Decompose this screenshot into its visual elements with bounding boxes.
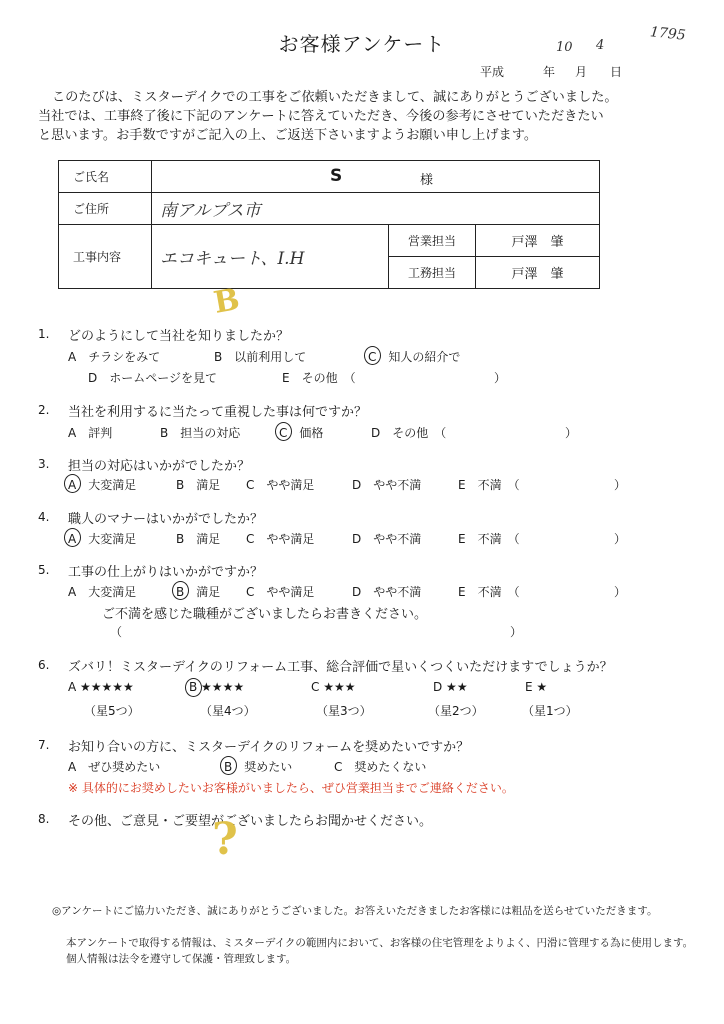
q1-option-a[interactable]: A チラシをみて bbox=[68, 350, 161, 364]
q6-star-label-1: （星1つ） bbox=[522, 704, 578, 718]
highlighter-mark: B bbox=[211, 282, 243, 321]
q4-number: 4. bbox=[38, 510, 50, 524]
date-day-label: 日 bbox=[610, 65, 623, 79]
q7-option-a[interactable]: A ぜひ奨めたい bbox=[68, 760, 161, 774]
q4-option-c[interactable]: C やや満足 bbox=[246, 532, 315, 546]
address-label: ご住所 bbox=[59, 193, 152, 225]
q6-star-label-4: （星4つ） bbox=[200, 704, 256, 718]
q2-option-d-close: ） bbox=[565, 426, 578, 440]
highlighter-question-mark: ? bbox=[212, 814, 238, 865]
q4-option-b[interactable]: B 満足 bbox=[176, 532, 221, 546]
date-month-value: 4 bbox=[596, 38, 605, 53]
footer-thanks: ◎アンケートにご協力いただき、誠にありがとうございました。お答えいただきましたお客様には粗品を送らせていただきます。 bbox=[52, 905, 658, 917]
works-label: 工務担当 bbox=[389, 257, 476, 289]
q5-option-e-close: ） bbox=[614, 585, 627, 599]
q5-option-c[interactable]: C やや満足 bbox=[246, 585, 315, 599]
q6-text: ズバリ！ミスターデイクのリフォーム工事、総合評価で星いくつくいただけますでしょうか？ bbox=[68, 660, 613, 675]
intro-line-1: このたびは、ミスターデイクでの工事をご依頼いただきまして、誠にありがとうございました。 bbox=[52, 90, 618, 105]
q3-option-e[interactable]: E 不満 （ bbox=[458, 478, 520, 492]
footer-privacy-1: 本アンケートで取得する情報は、ミスターデイクの範囲内において、お客様の住宅管理をよりよく、円滑に管理する為に使用します。 bbox=[66, 937, 694, 949]
q1-number: 1. bbox=[38, 327, 50, 341]
q5-option-e[interactable]: E 不満 （ bbox=[458, 585, 520, 599]
q1-option-d[interactable]: D ホームページを見て bbox=[88, 371, 218, 385]
customer-info-table bbox=[58, 160, 600, 289]
q2-option-d[interactable]: D その他 （ bbox=[371, 426, 447, 440]
q3-option-c[interactable]: C やや満足 bbox=[246, 478, 315, 492]
work-label: 工事内容 bbox=[59, 225, 152, 289]
sales-label: 営業担当 bbox=[389, 225, 476, 257]
page-title: お客様アンケート bbox=[278, 32, 446, 56]
q1-option-b[interactable]: B 以前利用して bbox=[214, 350, 307, 364]
q3-option-b[interactable]: B 満足 bbox=[176, 478, 221, 492]
q2-number: 2. bbox=[38, 403, 50, 417]
q5-sub-text: ご不満を感じた職種がございましたらお書きください。 bbox=[102, 607, 428, 622]
q5-option-a[interactable]: A 大変満足 bbox=[68, 585, 137, 599]
q3-number: 3. bbox=[38, 457, 50, 471]
q8-number: 8. bbox=[38, 812, 50, 826]
work-value: エコキュート、I.H bbox=[152, 225, 389, 289]
q1-text: どのようにして当社を知りましたか？ bbox=[68, 329, 290, 344]
q5-option-b[interactable]: B 満足 bbox=[176, 585, 221, 599]
q7-option-c[interactable]: C 奨めたくない bbox=[334, 760, 427, 774]
q1-option-c[interactable]: C 知人の紹介で bbox=[368, 350, 461, 364]
q7-number: 7. bbox=[38, 738, 50, 752]
sales-value: 戸澤 肇 bbox=[476, 225, 600, 257]
date-year-label: 年 bbox=[543, 65, 556, 79]
q4-text: 職人のマナーはいかがでしたか？ bbox=[68, 512, 264, 527]
q6-star-label-5: （星5つ） bbox=[84, 704, 140, 718]
q4-option-e[interactable]: E 不満 （ bbox=[458, 532, 520, 546]
q6-number: 6. bbox=[38, 658, 50, 672]
q6-option-d[interactable]: D ★★ bbox=[433, 680, 468, 694]
q5-sub-open: （ bbox=[110, 625, 123, 639]
footer-privacy-2: 個人情報は法令を遵守して保護・管理致します。 bbox=[66, 953, 297, 965]
q4-option-a[interactable]: A 大変満足 bbox=[68, 532, 137, 546]
date-era: 平成 bbox=[480, 65, 505, 79]
q3-option-a[interactable]: A 大変満足 bbox=[68, 478, 137, 492]
date-month-label: 月 bbox=[575, 65, 588, 79]
q7-text: お知り合いの方に、ミスターデイクのリフォームを奨めたいですか？ bbox=[68, 740, 470, 755]
q2-option-c[interactable]: C 価格 bbox=[279, 426, 324, 440]
address-value: 南アルプス市 bbox=[152, 193, 600, 225]
q5-text: 工事の仕上がりはいかがですか？ bbox=[68, 565, 264, 580]
doc-number: 1795 bbox=[649, 24, 687, 44]
intro-line-2: 当社では、工事終了後に下記のアンケートに答えていただき、今後の参考にさせていただきたい bbox=[38, 109, 604, 124]
q4-option-e-close: ） bbox=[614, 532, 627, 546]
q8-text: その他、ご意見・ご要望がございましたらお聞かせください。 bbox=[68, 814, 433, 829]
name-value: S bbox=[330, 166, 343, 186]
name-cell bbox=[152, 161, 600, 193]
q6-option-a[interactable]: A ★★★★★ bbox=[68, 680, 134, 694]
q6-star-label-3: （星3つ） bbox=[316, 704, 372, 718]
intro-line-3: と思います。お手数ですがご記入の上、ご返送下さいますようお願い申し上げます。 bbox=[38, 128, 538, 143]
q5-sub-close: ） bbox=[510, 625, 523, 639]
q3-text: 担当の対応はいかがでしたか？ bbox=[68, 459, 251, 474]
q6-star-label-2: （星2つ） bbox=[428, 704, 484, 718]
name-label: ご氏名 bbox=[59, 161, 152, 193]
q2-option-b[interactable]: B 担当の対応 bbox=[160, 426, 241, 440]
q7-note: ※ 具体的にお奨めしたいお客様がいましたら、ぜひ営業担当までご連絡ください。 bbox=[68, 781, 514, 795]
q2-option-a[interactable]: A 評判 bbox=[68, 426, 113, 440]
date-year-value: 10 bbox=[556, 40, 573, 55]
q6-option-c[interactable]: C ★★★ bbox=[311, 680, 356, 694]
name-suffix: 様 bbox=[420, 173, 434, 188]
q3-option-e-close: ） bbox=[614, 478, 627, 492]
q1-option-e-close: ） bbox=[494, 371, 507, 385]
q7-option-b[interactable]: B 奨めたい bbox=[224, 760, 293, 774]
q5-option-d[interactable]: D やや不満 bbox=[352, 585, 422, 599]
works-value: 戸澤 肇 bbox=[476, 257, 600, 289]
q4-option-d[interactable]: D やや不満 bbox=[352, 532, 422, 546]
q6-option-b[interactable]: B ★★★★ bbox=[189, 680, 245, 694]
q5-number: 5. bbox=[38, 563, 50, 577]
q2-text: 当社を利用するに当たって重視した事は何ですか？ bbox=[68, 405, 368, 420]
q1-option-e[interactable]: E その他 （ bbox=[282, 371, 356, 385]
q3-option-d[interactable]: D やや不満 bbox=[352, 478, 422, 492]
q6-option-e[interactable]: E ★ bbox=[525, 680, 548, 694]
